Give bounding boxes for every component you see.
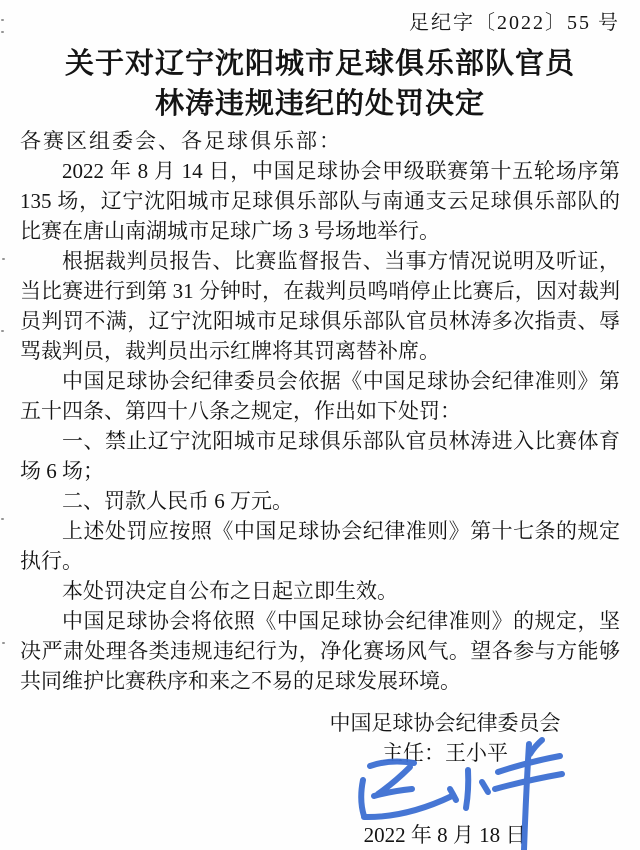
scan-speck (2, 258, 5, 260)
paragraph: 根据裁判员报告、比赛监督报告、当事方情况说明及听证，当比赛进行到第 31 分钟时，在裁判员鸣哨停止比赛后，因对裁判员判罚不满，辽宁沈阳城市足球俱乐部队官员林涛多次指责、辱骂裁判员，裁判员出示红牌将其罚离替补席。 (20, 249, 620, 363)
document-title (28, 44, 612, 124)
document-body (20, 126, 620, 696)
paragraph: 本处罚决定自公布之日起立即生效。 (62, 579, 398, 603)
scan-speck (1, 19, 4, 21)
signer-name: 主任：王小平 (382, 741, 508, 765)
title-line-2: 林涛违规违纪的处罚决定 (154, 88, 485, 120)
scan-speck (2, 642, 5, 644)
salutation: 各赛区组委会、各足球俱乐部： (20, 129, 342, 153)
doc-number: 足纪字〔2022〕55 号 (409, 12, 620, 34)
paragraph: 中国足球协会将依照《中国足球协会纪律准则》的规定，坚决严肃处理各类违规违纪行为，净化赛场风气。望各参与方能够共同维护比赛秩序和来之不易的足球发展环境。 (20, 609, 620, 693)
paragraph: 中国足球协会纪律委员会依据《中国足球协会纪律准则》第五十四条、第四十八条之规定，作出如下处罚： (20, 369, 620, 423)
issue-date: 2022 年 8 月 18 日 (363, 823, 527, 847)
paragraph: 2022 年 8 月 14 日，中国足球协会甲级联赛第十五轮场序第 135 场，辽宁沈阳城市足球俱乐部队与南通支云足球俱乐部队的比赛在唐山南湖城市足球广场 3 号场地举行。 (20, 159, 620, 243)
scan-speck (1, 31, 4, 33)
scan-speck (1, 330, 4, 332)
paragraph-penalty-item-2: 二、罚款人民币 6 万元。 (62, 489, 293, 513)
issuing-organization: 中国足球协会纪律委员会 (329, 711, 561, 735)
scan-speck (1, 518, 4, 520)
title-line-1: 关于对辽宁沈阳城市足球俱乐部队官员 (64, 48, 575, 80)
signature-block (323, 708, 567, 850)
paragraph-penalty-item-1: 一、禁止辽宁沈阳城市足球俱乐部队官员林涛进入比赛体育场 6 场； (20, 429, 620, 483)
paragraph: 上述处罚应按照《中国足球协会纪律准则》第十七条的规定执行。 (20, 519, 620, 573)
